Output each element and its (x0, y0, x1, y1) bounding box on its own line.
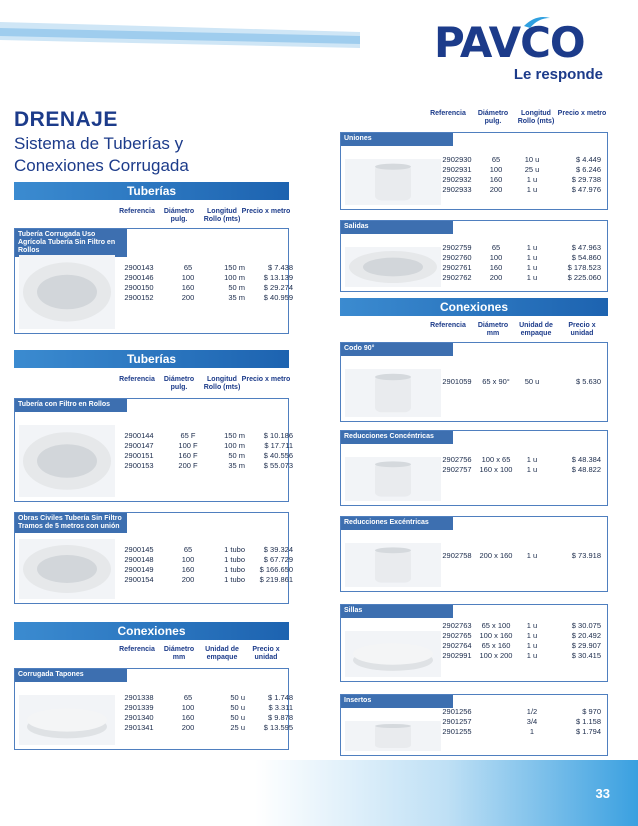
table-cell: 2900147 (124, 441, 154, 450)
table-cell: 1 u (526, 551, 538, 560)
product-image (345, 631, 441, 677)
table-cell: 65 (491, 243, 501, 252)
table-cell: 100 (181, 273, 195, 282)
table-cell: 2901339 (124, 703, 154, 712)
table-cell: 2902759 (442, 243, 472, 252)
table-cell: $ 970 (582, 707, 601, 716)
column-header: Diámetro pulg. (477, 110, 509, 125)
table-cell: 2902764 (442, 641, 472, 650)
table-cell: 160 (489, 175, 503, 184)
table-cell: 1 tubo (224, 565, 245, 574)
table-cell: 2900152 (124, 293, 154, 302)
footer-band (0, 760, 638, 826)
table-cell: 2900151 (124, 451, 154, 460)
product-row (14, 398, 293, 502)
column-header: Unidad de empaque (519, 322, 553, 337)
product-image (19, 539, 115, 599)
product-image (345, 543, 441, 587)
table-cell: 100 x 65 (481, 455, 511, 464)
table-cell: 2901340 (124, 713, 154, 722)
table-cell: $ 10.186 (263, 431, 293, 440)
product-image (345, 247, 441, 287)
group-label: Reducciones Concéntricas (341, 431, 453, 444)
table-cell: 2900150 (124, 283, 154, 292)
group-label: Tubería Corrugada Uso Agrícola Tubería Sin Filtro en Rollos (15, 229, 127, 257)
column-header: Precio x metro (241, 376, 291, 383)
table-cell: 160 (181, 283, 195, 292)
column-header: Precio x unidad (252, 646, 280, 661)
table-cell: 200 (489, 273, 503, 282)
table-cell: 100 (181, 555, 195, 564)
table-cell: 35 m (228, 461, 245, 470)
table-cell: $ 7.438 (267, 263, 293, 272)
column-header: Referencia (119, 376, 155, 383)
table-cell: $ 6.246 (575, 165, 601, 174)
product-image (345, 369, 441, 417)
table-cell: $ 178.523 (567, 263, 601, 272)
product-image (345, 159, 441, 205)
table-cell: 2901338 (124, 693, 154, 702)
group-label: Salidas (341, 221, 453, 234)
group-label: Sillas (341, 605, 453, 618)
table-cell: 2902757 (442, 465, 472, 474)
table-cell: $ 1.748 (267, 693, 293, 702)
table-cell: $ 219.861 (259, 575, 293, 584)
table-cell: 160 F (178, 451, 198, 460)
column-header: Diámetro mm (477, 322, 509, 337)
table-cell: 200 (181, 293, 195, 302)
column-header: Diámetro pulg. (163, 376, 195, 391)
product-image (19, 695, 115, 745)
table-cell: $ 47.963 (571, 243, 601, 252)
product-row (340, 132, 608, 210)
group-label: Obras Civiles Tubería Sin Filtro Tramos de 5 metros con unión (15, 513, 127, 533)
table-cell: $ 48.384 (571, 455, 601, 464)
table-cell: 65 x 90° (482, 377, 510, 386)
table-cell: $ 1.158 (575, 717, 601, 726)
table-cell: 1 u (526, 641, 538, 650)
table-cell: 50 m (228, 283, 245, 292)
table-cell: 2900146 (124, 273, 154, 282)
table-cell: $ 47.976 (571, 185, 601, 194)
table-cell: 1 u (526, 253, 538, 262)
table-cell: $ 29.738 (571, 175, 601, 184)
column-header: Longitud Rollo (mts) (203, 376, 241, 391)
table-cell: 1/2 (526, 707, 538, 716)
table-cell: 100 x 160 (479, 631, 513, 640)
table-cell: 2900153 (124, 461, 154, 470)
table-cell: 2902991 (442, 651, 472, 660)
table-cell: $ 225.060 (567, 273, 601, 282)
table-cell: 2902756 (442, 455, 472, 464)
table-cell: 25 u (524, 165, 540, 174)
column-header: Referencia (430, 110, 466, 117)
table-cell: $ 67.729 (263, 555, 293, 564)
table-cell: $ 55.073 (263, 461, 293, 470)
table-cell: 1 (529, 727, 535, 736)
table-cell: 160 (181, 713, 195, 722)
table-cell: $ 20.492 (571, 631, 601, 640)
column-header: Referencia (430, 322, 466, 329)
table-cell: 1 u (526, 273, 538, 282)
product-row (14, 228, 293, 334)
table-cell: 1 u (526, 243, 538, 252)
table-cell: 2902931 (442, 165, 472, 174)
column-header: Precio x metro (241, 208, 291, 215)
table-cell: $ 9.878 (267, 713, 293, 722)
table-cell: 2902761 (442, 263, 472, 272)
table-cell: 25 u (230, 723, 245, 732)
product-image (19, 425, 115, 497)
pavco-logo: PAVCO Le responde (434, 18, 609, 88)
table-cell: 2901257 (442, 717, 472, 726)
table-cell: 100 (489, 165, 503, 174)
table-cell: 35 m (228, 293, 245, 302)
product-row (340, 430, 608, 506)
table-cell: 1 u (526, 455, 538, 464)
table-cell: 200 (181, 723, 195, 732)
column-header: Longitud Rollo (mts) (203, 208, 241, 223)
table-cell: 200 F (178, 461, 198, 470)
table-cell: 65 (183, 693, 193, 702)
table-cell: 1 u (526, 263, 538, 272)
table-cell: 10 u (524, 155, 540, 164)
table-cell: 2900143 (124, 263, 154, 272)
table-cell: $ 5.630 (575, 377, 601, 386)
table-cell: 50 u (524, 377, 540, 386)
table-cell: 100 x 200 (479, 651, 513, 660)
table-cell: 50 u (230, 703, 245, 712)
table-cell: 1 tubo (224, 575, 245, 584)
table-cell: 2902762 (442, 273, 472, 282)
group-label: Codo 90° (341, 343, 453, 356)
table-cell: $ 1.794 (575, 727, 601, 736)
product-row (14, 512, 293, 604)
group-label: Insertos (341, 695, 453, 708)
table-cell: 160 (489, 263, 503, 272)
section-title: Conexiones (340, 298, 608, 316)
table-cell: $ 13.595 (263, 723, 293, 732)
table-cell: $ 30.415 (571, 651, 601, 660)
table-cell: 2902932 (442, 175, 472, 184)
table-cell: 2900149 (124, 565, 154, 574)
table-cell: 2902930 (442, 155, 472, 164)
table-cell: 150 m (224, 431, 245, 440)
table-cell: 2902758 (442, 551, 472, 560)
table-cell: 200 x 160 (479, 551, 513, 560)
section-title: Tuberías (14, 350, 289, 368)
header (0, 0, 638, 110)
table-cell: 1 u (526, 185, 538, 194)
table-cell: 200 (489, 185, 503, 194)
table-cell: 2900144 (124, 431, 154, 440)
table-cell: 200 (181, 575, 195, 584)
table-cell: 2901059 (442, 377, 472, 386)
table-cell: 160 x 100 (479, 465, 513, 474)
product-image (345, 457, 441, 501)
table-cell: $ 29.907 (571, 641, 601, 650)
column-header: Referencia (119, 646, 155, 653)
group-label: Uniones (341, 133, 453, 146)
table-cell: 65 (183, 545, 193, 554)
product-image (345, 721, 441, 751)
table-cell: 65 F (180, 431, 196, 440)
product-row (14, 668, 293, 750)
column-header: Diámetro pulg. (163, 208, 195, 223)
section-title: Tuberías (14, 182, 289, 200)
table-cell: $ 39.324 (263, 545, 293, 554)
product-row (340, 694, 608, 756)
column-header: Unidad de empaque (205, 646, 239, 661)
page-number: 33 (595, 786, 610, 801)
column-header: Referencia (119, 208, 155, 215)
page-title: DRENAJE (14, 108, 118, 131)
group-label: Reducciones Excéntricas (341, 517, 453, 530)
column-header: Precio x unidad (568, 322, 596, 337)
table-cell: $ 3.311 (268, 703, 293, 712)
table-cell: 1 tubo (224, 545, 245, 554)
table-cell: 65 x 100 (481, 621, 511, 630)
logo-swoosh-icon (522, 12, 552, 32)
table-cell: 100 F (178, 441, 198, 450)
table-cell: 2902760 (442, 253, 472, 262)
table-cell: 1 tubo (224, 555, 245, 564)
column-header: Precio x metro (557, 110, 607, 117)
table-cell: $ 4.449 (575, 155, 601, 164)
product-row (340, 342, 608, 422)
table-cell: 50 u (230, 693, 245, 702)
table-cell: 160 (181, 565, 195, 574)
table-cell: $ 73.918 (571, 551, 601, 560)
table-cell: 65 (183, 263, 193, 272)
table-cell: $ 48.822 (571, 465, 601, 474)
table-cell: 1 u (526, 621, 538, 630)
group-label: Tubería con Filtro en Rollos (15, 399, 127, 412)
table-cell: $ 17.711 (264, 441, 293, 450)
table-cell: 1 u (526, 175, 538, 184)
table-cell: $ 166.650 (259, 565, 293, 574)
table-cell: 2900154 (124, 575, 154, 584)
table-cell: 2901341 (124, 723, 154, 732)
product-image (19, 255, 115, 329)
column-header: Diámetro mm (163, 646, 195, 661)
table-cell: $ 13.139 (263, 273, 293, 282)
table-cell: 100 m (224, 441, 245, 450)
table-cell: 50 m (228, 451, 245, 460)
product-row (340, 604, 608, 682)
column-header: Longitud Rollo (mts) (517, 110, 555, 125)
table-cell: 65 x 160 (481, 641, 511, 650)
group-label: Corrugada Tapones (15, 669, 127, 682)
table-cell: 2901255 (442, 727, 472, 736)
table-cell: 1 u (526, 631, 538, 640)
table-cell: $ 40.556 (263, 451, 293, 460)
table-cell: 2902933 (442, 185, 472, 194)
table-cell: $ 40.959 (263, 293, 293, 302)
table-cell: 1 u (526, 651, 538, 660)
product-row (340, 220, 608, 292)
product-row (340, 516, 608, 592)
table-cell: 3/4 (526, 717, 538, 726)
table-cell: 2902763 (442, 621, 472, 630)
table-cell: 100 m (224, 273, 245, 282)
table-cell: 50 u (230, 713, 245, 722)
table-cell: 2900145 (124, 545, 154, 554)
page-subtitle: Sistema de Tuberías y Conexiones Corrugada (14, 134, 189, 175)
table-cell: 100 (489, 253, 503, 262)
table-cell: 2902765 (442, 631, 472, 640)
table-cell: $ 54.860 (571, 253, 601, 262)
table-cell: $ 30.075 (571, 621, 601, 630)
table-cell: 150 m (224, 263, 245, 272)
table-cell: 65 (491, 155, 501, 164)
table-cell: 2901256 (442, 707, 472, 716)
table-cell: 1 u (526, 465, 538, 474)
table-cell: $ 29.274 (263, 283, 293, 292)
section-title: Conexiones (14, 622, 289, 640)
table-cell: 100 (181, 703, 195, 712)
table-cell: 2900148 (124, 555, 154, 564)
